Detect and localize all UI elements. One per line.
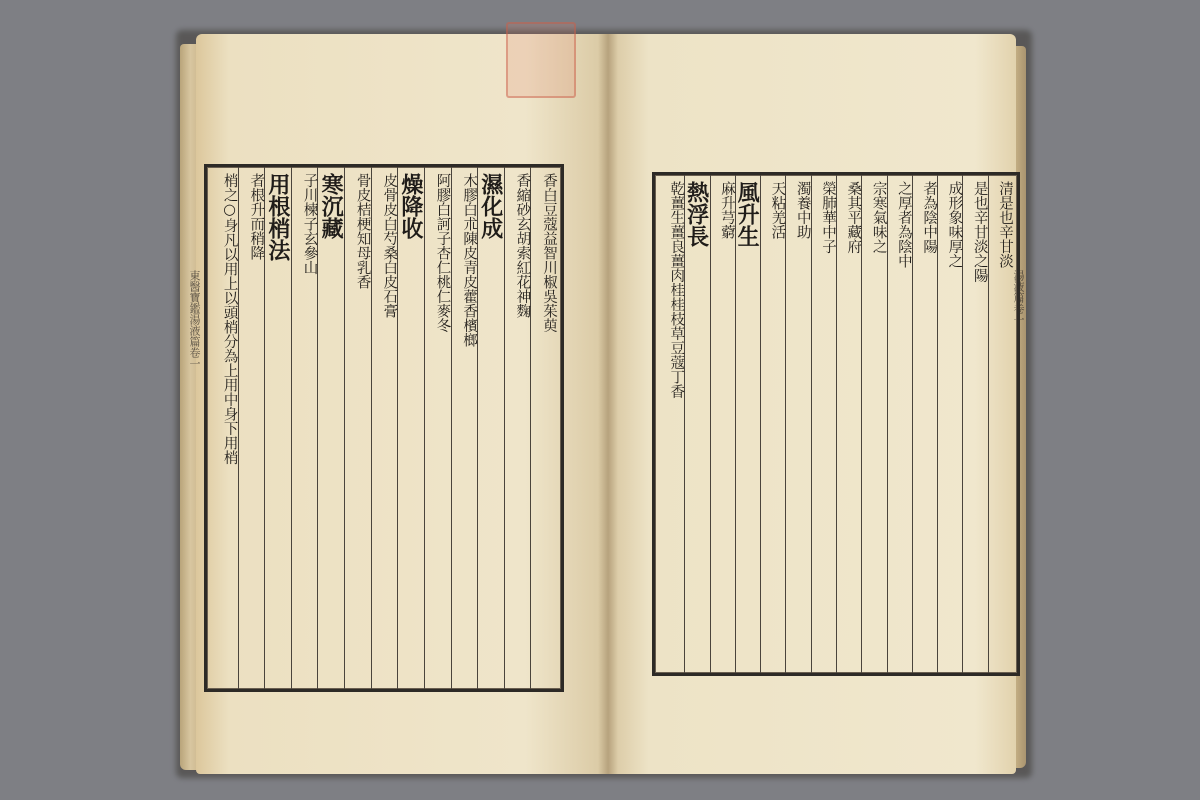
right-margin-label: 湯液篇卷一 <box>1012 270 1025 325</box>
right-page-column-7: 桑其平藏府 <box>845 181 862 254</box>
left-margin-label: 東醫寶鑑湯液篇卷一 <box>188 270 201 369</box>
right-page-column-rule <box>836 175 837 673</box>
right-page-column-rule <box>937 175 938 673</box>
left-page-column-rule <box>397 167 398 689</box>
left-page-column-11: 用根梢法 <box>264 173 291 261</box>
left-page-column-rule <box>317 167 318 689</box>
right-page-column-2: 是也辛甘淡之陽 <box>971 181 988 283</box>
left-page-column-rule <box>504 167 505 689</box>
left-page-column-12: 者根升而稍降 <box>248 173 265 260</box>
left-page-column-rule <box>344 167 345 689</box>
right-page-column-5: 之厚者為陰中 <box>895 181 912 268</box>
left-page-column-rule <box>530 167 531 689</box>
right-page-column-12: 麻升芎藭 <box>718 181 735 239</box>
right-page-column-13: 熱浮長 <box>683 181 710 247</box>
book-gutter <box>598 34 618 774</box>
right-page-column-6: 宗寒氣味之 <box>870 181 887 254</box>
right-page-column-10: 天粘羌活 <box>769 181 786 239</box>
left-page-column-3: 濕化成 <box>477 173 504 239</box>
right-page-column-rule <box>710 175 711 673</box>
left-text-frame <box>204 164 564 692</box>
left-page-column-1: 香白豆蔻益智川椒吳茱萸 <box>540 173 557 333</box>
left-page-column-4: 木膠白朮陳皮青皮藿香檳榔 <box>461 173 478 347</box>
left-page-column-rule <box>264 167 265 689</box>
library-seal-stamp <box>506 22 576 98</box>
left-page-column-10: 子川楝子玄參山 <box>301 173 318 275</box>
right-page-column-rule <box>735 175 736 673</box>
left-page-column-rule <box>291 167 292 689</box>
left-page-column-7: 皮骨皮白芍桑白皮石膏 <box>381 173 398 318</box>
right-page-column-9: 濁養中助 <box>794 181 811 239</box>
right-page-column-8: 榮肺華中子 <box>819 181 836 254</box>
left-page-column-2: 香縮砂玄胡索紅花神麴 <box>514 173 531 318</box>
left-page-column-5: 阿膠白訶子杏仁桃仁麥冬 <box>434 173 451 333</box>
left-page-column-8: 骨皮桔梗知母乳香 <box>354 173 371 289</box>
left-page-column-rule <box>477 167 478 689</box>
right-page-column-14: 乾薑生薑良薑肉桂桂枝草豆蔻丁香 <box>668 181 685 399</box>
left-page-column-6: 燥降收 <box>397 173 424 239</box>
right-page-column-11: 風升生 <box>734 181 761 247</box>
left-page-column-9: 寒沉藏 <box>318 173 345 239</box>
right-page-column-4: 者為陰中陽 <box>921 181 938 254</box>
right-text-frame <box>652 172 1020 676</box>
right-page-column-rule <box>811 175 812 673</box>
right-page-column-rule <box>861 175 862 673</box>
right-page-column-1: 清是也辛甘淡 <box>996 181 1013 268</box>
left-page-column-13: 梢之○身凡以用上以頭梢分為上用中身下用梢 <box>221 173 238 465</box>
right-page-column-rule <box>962 175 963 673</box>
right-page-column-rule <box>760 175 761 673</box>
right-page-column-rule <box>785 175 786 673</box>
right-page-column-3: 成形象味厚之 <box>946 181 963 268</box>
right-page-column-rule <box>684 175 685 673</box>
left-page-column-rule <box>424 167 425 689</box>
